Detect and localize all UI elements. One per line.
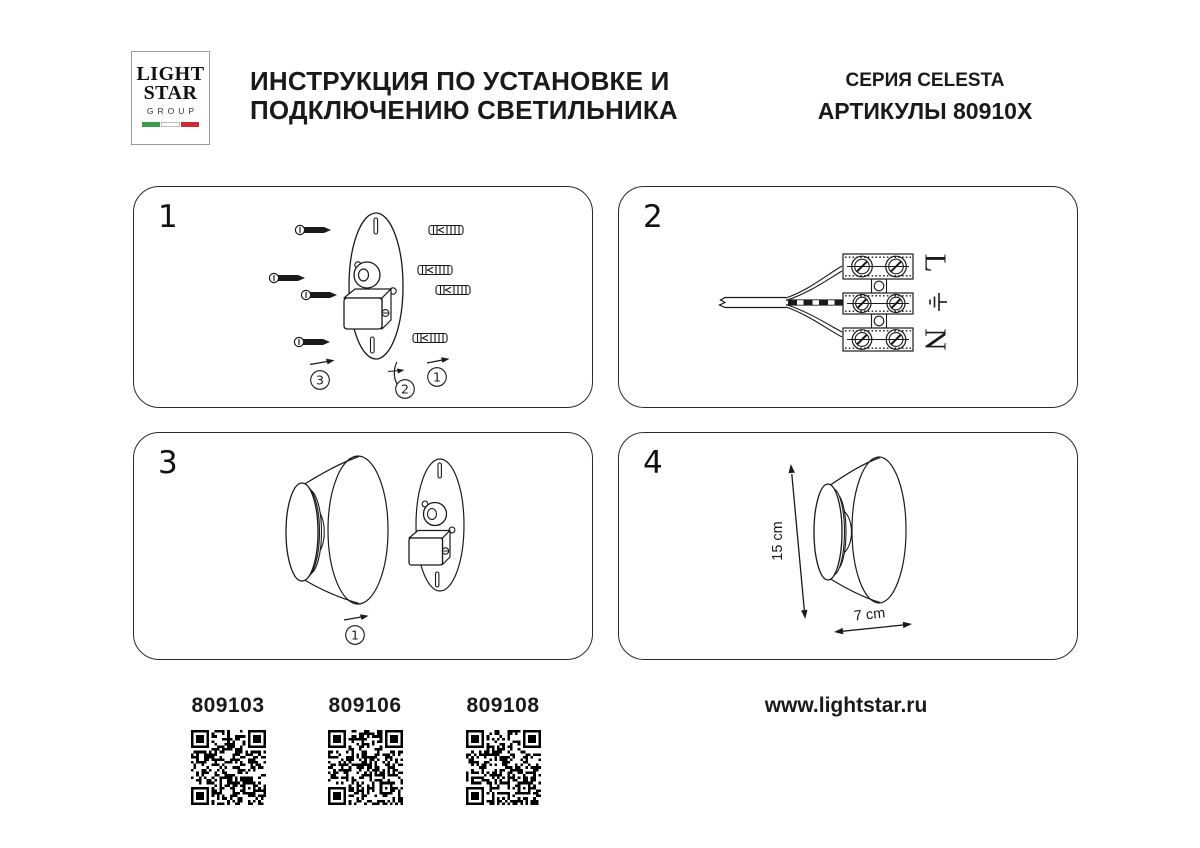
height-dimension-label: 15 cm [770, 521, 786, 561]
width-dimension-label: 7 cm [853, 605, 887, 625]
lamp-body [286, 456, 388, 604]
article-code: 809106 [328, 694, 402, 717]
page-title-line1: ИНСТРУКЦИЯ ПО УСТАНОВКЕ И [250, 66, 670, 96]
qr-code [466, 730, 541, 805]
qr-item-809108 [451, 694, 555, 810]
panel-4-number: 4 [643, 445, 663, 481]
terminal-cover-box [344, 289, 391, 329]
panel-step-1 [133, 186, 593, 408]
qr-item-809103 [176, 694, 280, 810]
step-number-3: 3 [316, 372, 324, 388]
qr-code [328, 730, 403, 805]
panel-3-number: 3 [158, 445, 178, 481]
page-title-line2: ПОДКЛЮЧЕНИЮ СВЕТИЛЬНИКА [250, 95, 678, 125]
logo-word-group: GROUP [146, 106, 199, 116]
terminal-block [843, 254, 913, 351]
italian-flag-bar [142, 122, 199, 127]
terminal-label-line: L [918, 253, 954, 273]
earth-symbol-icon [930, 293, 947, 311]
wiring-diagram [619, 187, 1079, 409]
lamp-attachment-diagram [134, 433, 594, 661]
panel-step-2 [618, 186, 1078, 408]
panel-step-4 [618, 432, 1078, 660]
flag-white-segment [161, 122, 181, 127]
logo-word-star: STAR [143, 82, 198, 104]
qr-item-809106 [313, 694, 417, 810]
height-dimension-arrow [789, 464, 808, 619]
wall-anchor-icon [413, 226, 470, 343]
lamp-body [814, 457, 906, 603]
series-block [770, 70, 1080, 125]
article-code: 809108 [466, 694, 540, 717]
website-url: www.lightstar.ru [764, 694, 928, 717]
supply-cable [720, 266, 844, 337]
step-number-2: 2 [401, 381, 409, 397]
flag-green-segment [142, 122, 160, 127]
series-name: СЕРИЯ CELESTA [845, 70, 1005, 91]
article-code: 809103 [191, 694, 265, 717]
panel-2-number: 2 [643, 199, 663, 235]
panel-step-3 [133, 432, 593, 660]
panel-1-number: 1 [158, 199, 178, 235]
step-number-1: 1 [351, 627, 359, 643]
mounting-hardware-diagram [134, 187, 594, 409]
qr-code [191, 730, 266, 805]
screw-icon [269, 225, 337, 346]
width-dimension-arrow [834, 622, 912, 635]
step-number-1: 1 [433, 369, 441, 385]
mounting-plate [349, 213, 403, 359]
flag-red-segment [181, 122, 199, 127]
page-title [250, 67, 678, 125]
mounted-plate [409, 459, 464, 591]
dimensions-diagram [619, 433, 1079, 661]
terminal-label-neutral: N [918, 328, 954, 351]
lightstar-logo [131, 51, 210, 145]
article-numbers: АРТИКУЛЫ 80910X [817, 98, 1033, 124]
logo-word-light: LIGHT [136, 63, 205, 85]
